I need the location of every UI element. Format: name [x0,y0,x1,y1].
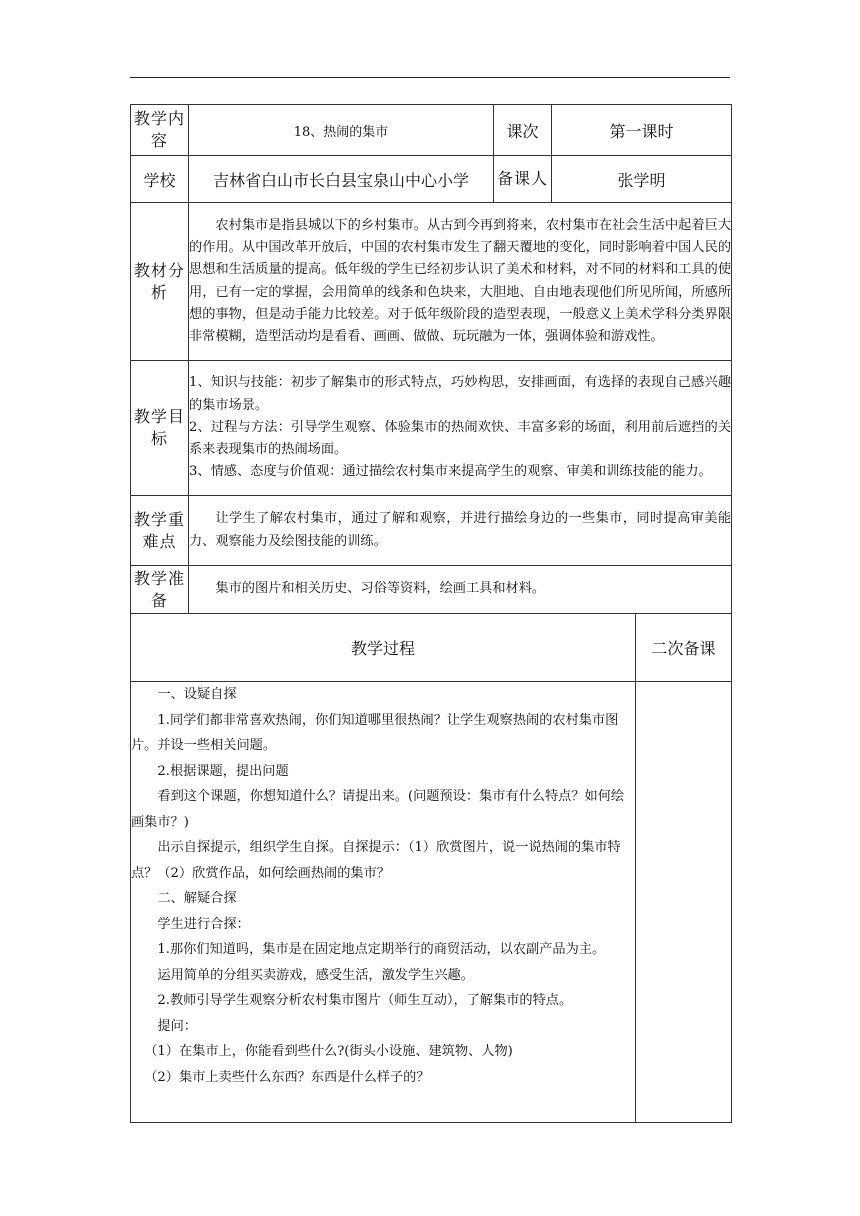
process-line: 运用简单的分组买卖游戏，感受生活，激发学生兴趣。 [157,967,474,983]
lesson-plan-table [130,104,732,1123]
process-line: 2.根据课题，提出问题 [157,763,289,779]
process-line: 一、设疑自探 [157,687,237,702]
process-line: 1.同学们都非常喜欢热闹，你们知道哪里很热闹？让学生观察热闹的农村集市图片。并设一些相关问题。 [131,712,619,753]
value-school: 吉林省白山市长白县宝泉山中心小学 [189,156,494,203]
process-line: （2）集市上卖些什么东西？东西是什么样子的？ [144,1069,430,1085]
row-content [131,105,732,156]
label-second-prep: 二次备课 [636,614,732,682]
process-line: 出示自探提示，组织学生自探。自探提示：（1）欣赏图片，说一说热闹的集市特点？（2）欣赏作品，如何绘画热闹的集市？ [131,840,621,881]
process-line: 2.教师引导学生观察分析农村集市图片（师生互动），了解集市的特点。 [157,993,573,1008]
row-material-analysis [131,203,732,361]
row-key-points [131,496,732,566]
label-process: 教学过程 [131,614,636,682]
objective-item: 2、过程与方法：引导学生观察、体验集市的热闹欢快、丰富多彩的场面，利用前后遮挡的关系来表现集市的热闹场面。 [189,419,732,458]
process-line: 二、解疑合探 [157,891,237,906]
header-rule [130,77,730,78]
label-lesson-no: 课次 [494,105,552,156]
label-material-analysis: 教材分析 [131,203,189,361]
value-content: 18、热闹的集市 [189,105,494,156]
material-analysis-text: 农村集市是指县城以下的乡村集市。从古到今再到将来，农村集市在社会生活中起着巨大的作用。从中国改革开放后，中国的农村集市发生了翻天覆地的变化，同时影响着中国人民的思想和生活质量的提高。低年级的学生已经初步认识了美术和材料，对不同的材料和工具的使用，已有一定的掌握，会用简单的线条和色块来，大胆地、自由地表现他们所见所闻，所感所想的事物，但是动手能力比较差。对于低年级阶段的造型表现，一般意义上美术学科分类界限非常模糊，造型活动均是看看、画画、做做、玩玩融为一体，强调体验和游戏性。 [189,217,732,345]
second-prep-cell [636,682,732,1123]
label-preparer: 备课人 [494,156,552,203]
row-preparation [131,566,732,614]
row-process-body [131,682,732,1123]
objective-item: 3、情感、态度与价值观：通过描绘农村集市来提高学生的观察、审美和训练技能的能力。 [189,464,712,480]
row-objectives [131,361,732,496]
label-key-points: 教学重难点 [131,496,189,566]
preparation-text: 集市的图片和相关历史、习俗等资料，绘画工具和材料。 [215,581,546,597]
label-preparation: 教学准备 [131,566,189,614]
process-line: 提问： [157,1018,197,1034]
row-school [131,156,732,203]
key-points-text: 让学生了解农村集市，通过了解和观察，并进行描绘身边的一些集市，同时提高审美能力、观察能力及绘图技能的训练。 [189,511,732,549]
process-line: 1.那你们知道吗，集市是在固定地点定期举行的商贸活动，以农副产品为主。 [157,942,606,957]
value-lesson-no: 第一课时 [552,105,732,156]
process-line: （1）在集市上，你能看到些什么?(街头小设施、建筑物、人物) [144,1044,513,1059]
label-content: 教学内容 [131,105,189,156]
row-process-header [131,614,732,682]
process-content [131,682,636,1123]
process-line: 学生进行合探： [157,916,250,932]
label-school: 学校 [131,156,189,203]
value-preparer: 张学明 [552,156,732,203]
process-line: 看到这个课题，你想知道什么？请提出来。(问题预设：集市有什么特点？如何绘画集市？) [131,789,625,830]
objective-item: 1、知识与技能：初步了解集市的形式特点，巧妙构思，安排画面，有选择的表现自己感兴趣的集市场景。 [189,375,732,413]
label-objectives: 教学目标 [131,361,189,496]
